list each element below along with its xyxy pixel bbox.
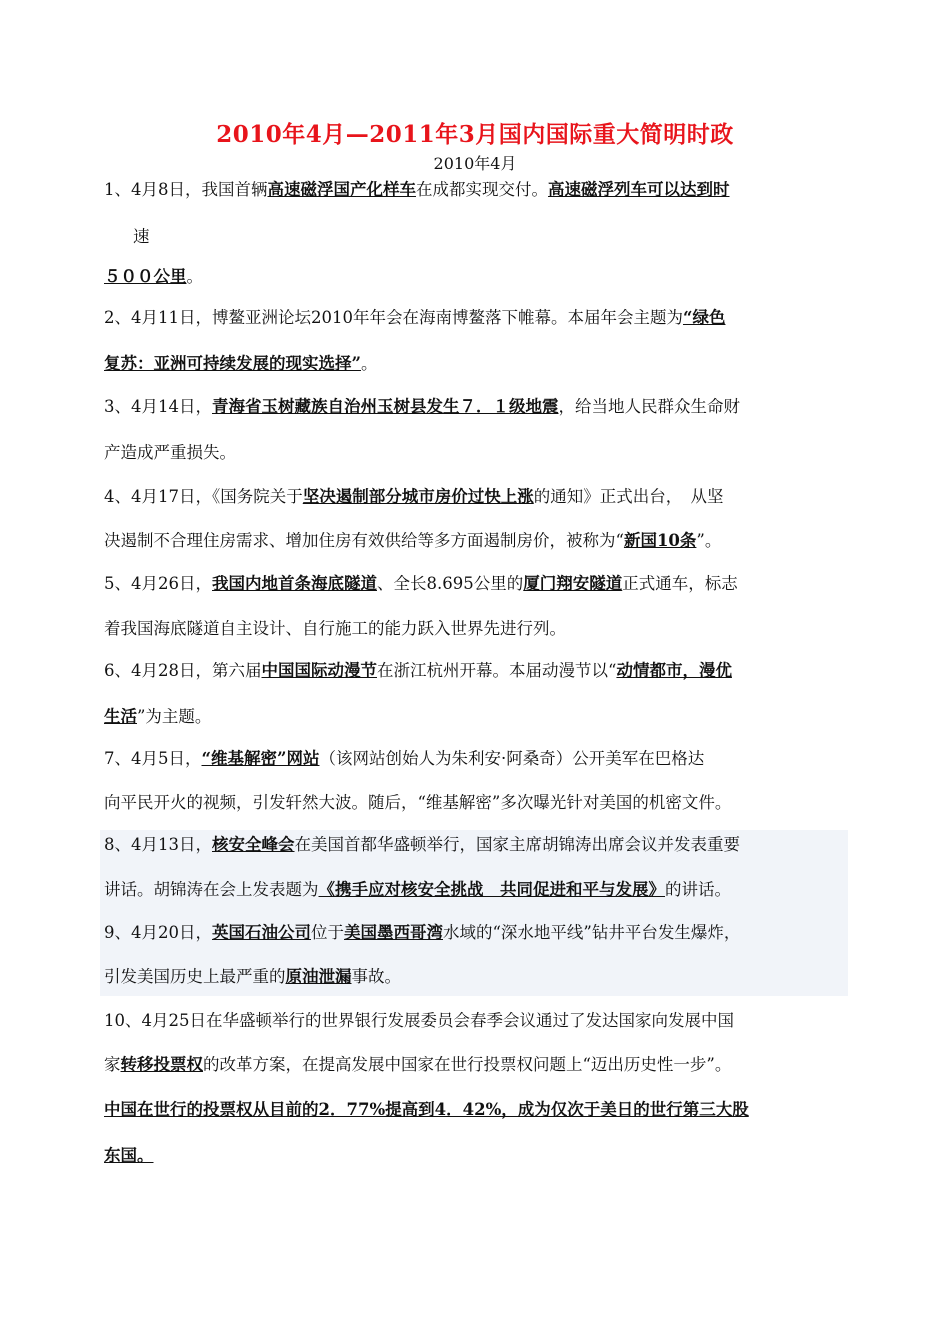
key-phrase: 《携手应对核安全挑战 共同促进和平与发展》: [318, 880, 665, 899]
item-5-line-2: [104, 615, 864, 643]
document-title: 2010年4月—2011年3月国内国际重大简明时政: [216, 121, 734, 148]
item-2-line-1: [104, 304, 864, 332]
body-text: （该网站创始人为朱利安·阿桑奇）公开美军在巴格达: [319, 749, 705, 768]
body-text: 家: [104, 1055, 121, 1074]
key-phrase: 核安全峰会: [212, 835, 295, 854]
item-9-line-2: [104, 963, 864, 991]
body-text: 的讲话。: [665, 880, 731, 899]
item-5-line-1: [104, 570, 864, 598]
section-heading: 2010年4月: [433, 154, 517, 173]
body-text: 速: [133, 227, 150, 246]
item-6-line-2: [104, 703, 864, 731]
body-text: 、全长8.695公里的: [377, 574, 524, 593]
body-text: ，给当地人民群众生命财: [558, 397, 740, 416]
body-text: 决遏制不合理住房需求、增加住房有效供给等多方面遏制房价，被称为“: [104, 531, 624, 550]
item-3-line-1: [104, 393, 864, 421]
body-text: 讲话。胡锦涛在会上发表题为: [104, 880, 319, 899]
item-10-line-1: [104, 1007, 864, 1035]
item-1-line-2: [133, 223, 893, 251]
item-7-line-2: [104, 789, 864, 817]
body-text: 2、4月11日，博鳌亚洲论坛2010年年会在海南博鳌落下帷幕。本届年会主题为: [104, 308, 683, 327]
body-text: 正式通车，标志: [622, 574, 738, 593]
key-phrase: 厦门翔安隧道: [523, 574, 623, 593]
body-text: 向平民开火的视频，引发轩然大波。随后，“维基解密”多次曝光针对美国的机密文件。: [104, 793, 732, 812]
item-8-line-2: [104, 876, 864, 904]
body-text: 5、4月26日，: [104, 574, 212, 593]
item-3-line-2: [104, 439, 864, 467]
key-phrase: 坚决遏制部分城市房价过快上涨: [302, 487, 534, 506]
body-text: 事故。: [351, 967, 401, 986]
body-text: 水域的“深水地平线”钻井平台发生爆炸，: [443, 923, 741, 942]
body-text: 。: [186, 267, 203, 286]
item-10-line-3: [104, 1096, 864, 1124]
key-phrase: 高速磁浮列车可以达到时: [548, 180, 730, 199]
key-phrase: 中国在世行的投票权从目前的2．77%提高到4．42%，成为仅次于美日的世行第三大股: [104, 1100, 749, 1119]
item-4-line-1: [104, 483, 864, 511]
body-text: ”为主题。: [137, 707, 212, 726]
item-6-line-1: [104, 657, 864, 685]
key-phrase: 我国内地首条海底隧道: [212, 574, 377, 593]
body-text: 的改革方案，在提高发展中国家在世行投票权问题上“迈出历史性一步”。: [203, 1055, 732, 1074]
key-phrase: “维基解密”网站: [201, 749, 320, 768]
item-7-line-1: [104, 745, 864, 773]
body-text: 8、4月13日，: [104, 835, 212, 854]
key-phrase: 转移投票权: [120, 1055, 203, 1074]
key-phrase: 动情都市，漫优: [616, 661, 732, 680]
item-8-line-1: [104, 831, 864, 859]
body-text: 9、4月20日，: [104, 923, 212, 942]
key-phrase: 生活: [104, 707, 137, 726]
body-text: 3、4月14日，: [104, 397, 212, 416]
body-text: 的通知》正式出台， 从坚: [533, 487, 724, 506]
item-2-line-2: [104, 350, 864, 378]
body-text: 6、4月28日，第六届: [104, 661, 262, 680]
body-text: 在成都实现交付。: [416, 180, 548, 199]
key-phrase: 英国石油公司: [212, 923, 311, 942]
body-text: 7、4月5日，: [104, 749, 202, 768]
item-9-line-1: [104, 919, 864, 947]
key-phrase: 高速磁浮国产化样车: [267, 180, 416, 199]
key-phrase: 复苏：亚洲可持续发展的现实选择”: [104, 354, 361, 373]
body-text: 着我国海底隧道自主设计、自行施工的能力跃入世界先进行列。: [104, 619, 566, 638]
key-phrase: 新国10条: [623, 531, 697, 550]
item-4-line-2: [104, 527, 864, 555]
key-phrase: ５００公里: [104, 267, 187, 286]
body-text: 在浙江杭州开幕。本届动漫节以“: [377, 661, 617, 680]
body-text: 产造成严重损失。: [104, 443, 236, 462]
body-text: 1、4月8日，我国首辆: [104, 180, 268, 199]
body-text: 4、4月17日，《国务院关于: [104, 487, 303, 506]
body-text: 10、4月25日在华盛顿举行的世界银行发展委员会春季会议通过了发达国家向发展中国: [104, 1011, 734, 1030]
item-10-line-2: [104, 1051, 864, 1079]
key-phrase: 青海省玉树藏族自治州玉树县发生７．１级地震: [212, 397, 559, 416]
body-text: 。: [361, 354, 378, 373]
body-text: 位于: [311, 923, 344, 942]
item-1-line-1: [104, 176, 864, 204]
key-phrase: 原油泄漏: [285, 967, 352, 986]
key-phrase: 东国。: [104, 1146, 154, 1165]
key-phrase: “绿色: [682, 308, 726, 327]
item-1-line-3: [104, 263, 864, 291]
body-text: ”。: [696, 531, 722, 550]
body-text: 引发美国历史上最严重的: [104, 967, 286, 986]
key-phrase: 美国墨西哥湾: [344, 923, 443, 942]
key-phrase: 中国国际动漫节: [261, 661, 377, 680]
item-10-line-4: [104, 1142, 864, 1170]
body-text: 在美国首都华盛顿举行，国家主席胡锦涛出席会议并发表重要: [294, 835, 740, 854]
